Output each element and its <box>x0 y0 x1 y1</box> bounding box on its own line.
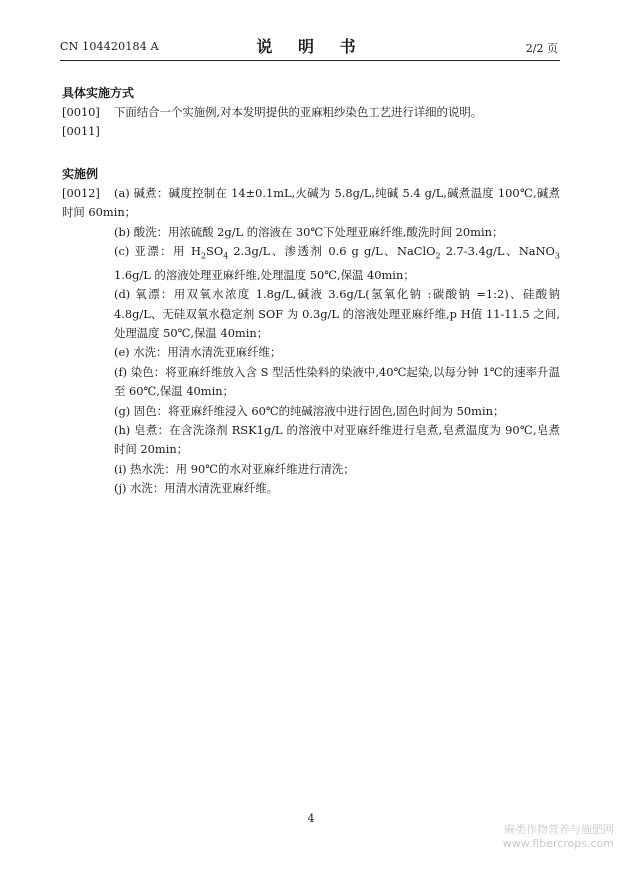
page-indicator: 2/2 页 <box>525 42 558 55</box>
step-c-text-3: 2.3g/L、渗透剂 0.6 g g/L、NaClO <box>228 244 436 259</box>
step-b-text: (b) 酸洗：用浓硫酸 2g/L 的溶液在 30℃下处理亚麻纤维,酸洗时间 20min； <box>114 224 504 239</box>
subscript: 2 <box>435 251 441 261</box>
section-heading-example: 实施例 <box>62 166 99 181</box>
step-f <box>62 363 560 402</box>
step-j <box>62 479 560 498</box>
paragraph-number: [0012] <box>62 185 100 200</box>
step-d-text: (d) 氧漂：用双氧水浓度 1.8g/L,碱液 3.6g/L(氢氧化钠 :碳酸钠 =1:2)、硅酸钠 4.8g/L、无硅双氧水稳定剂 SOF 为 0.3g/L 的溶液处理亚麻纤维,p H值 11-11.5 之间,处理温度 50℃,保温 40min； <box>114 287 560 340</box>
step-a-text: (a) 碱煮：碱度控制在 14±0.1mL,火碱为 5.8g/L,纯碱 5.4 g/L,碱煮温度 100℃,碱煮时间 60min； <box>62 185 560 220</box>
page-number: 4 <box>307 812 315 825</box>
header-divider <box>60 60 560 61</box>
watermark-url: www.fibercrops.com <box>502 837 614 850</box>
step-c <box>62 242 560 285</box>
paragraph-text: 下面结合一个实施例,对本发明提供的亚麻粗纱染色工艺进行详细的说明。 <box>114 105 483 119</box>
paragraph-0012 <box>62 184 560 223</box>
watermark-site-name: 麻类作物营养与施肥网 <box>504 823 614 836</box>
step-j-text: (j) 水洗：用清水清洗亚麻纤维。 <box>114 481 279 496</box>
step-c-text-4: 2.7-3.4g/L、NaNO <box>440 244 555 259</box>
document-title: 说 明 书 <box>256 37 366 56</box>
step-b <box>62 223 560 242</box>
step-i-text: (i) 热水洗：用 90℃的水对亚麻纤维进行清洗； <box>114 461 355 476</box>
watermark <box>503 823 614 851</box>
step-d <box>62 285 560 343</box>
subscript: 3 <box>554 251 560 261</box>
patent-number: CN 104420184 A <box>60 40 159 53</box>
step-c-text-2: SO <box>206 244 224 259</box>
step-c-text-5: 1.6g/L 的溶液处理亚麻纤维,处理温度 50℃,保温 40min； <box>114 267 415 282</box>
paragraph-0010 <box>62 103 560 122</box>
paragraph-0011 <box>62 122 560 141</box>
step-g-text: (g) 固色：将亚麻纤维浸入 60℃的纯碱溶液中进行固色,固色时间为 50min； <box>114 403 505 418</box>
step-h <box>62 421 560 460</box>
document-body <box>62 83 560 499</box>
step-e-text: (e) 水洗：用清水清洗亚麻纤维； <box>114 345 282 360</box>
step-f-text: (f) 染色：将亚麻纤维放入含 S 型活性染料的染液中,40℃起染,以每分钟 1℃的速率升温至 60℃,保温 40min； <box>114 364 560 399</box>
paragraph-number: [0010] <box>62 105 100 119</box>
paragraph-number: [0011] <box>62 124 100 139</box>
step-g <box>62 402 560 421</box>
subscript: 2 <box>200 251 207 261</box>
step-c-text-1: (c) 亚漂：用 H <box>114 244 201 259</box>
section-heading-embodiment: 具体实施方式 <box>62 86 135 100</box>
section-gap <box>62 142 560 164</box>
step-i <box>62 460 560 479</box>
step-e <box>62 343 560 362</box>
step-h-text: (h) 皂煮：在含洗涤剂 RSK1g/L 的溶液中对亚麻纤维进行皂煮,皂煮温度为 90℃,皂煮时间 20min； <box>114 422 560 457</box>
subscript: 4 <box>223 251 229 261</box>
